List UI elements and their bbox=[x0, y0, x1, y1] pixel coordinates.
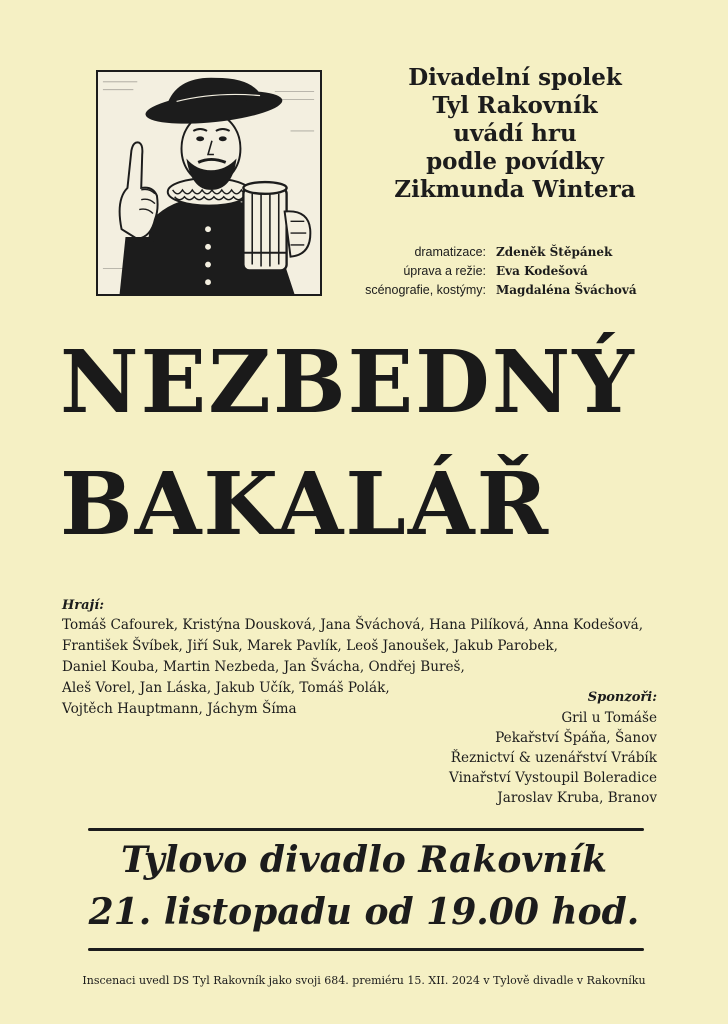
cast-line: Aleš Vorel, Jan Láska, Jakub Učík, Tomáš Polák, bbox=[62, 680, 390, 696]
intro-line: Tyl Rakovník bbox=[432, 92, 598, 119]
credits bbox=[330, 243, 660, 300]
sponsors-list bbox=[337, 688, 657, 808]
cast-line: František Švíbek, Jiří Suk, Marek Pavlík, Leoš Janoušek, Jakub Parobek, bbox=[62, 638, 558, 654]
intro-text bbox=[362, 64, 668, 204]
footer-note: Inscenaci uvedl DS Tyl Rakovník jako svoji 684. premiéru 15. XII. 2024 v Tylově divadle v Rakovníku bbox=[82, 974, 646, 987]
play-title-line1: NEZBEDNÝ bbox=[60, 332, 636, 433]
cast-line: Tomáš Cafourek, Kristýna Dousková, Jana Šváchová, Hana Pilíková, Anna Kodešová, bbox=[62, 617, 644, 633]
cast-line: Daniel Kouba, Martin Nezbeda, Jan Švácha, Ondřej Bureš, bbox=[62, 659, 465, 675]
sponsor-item: Pekařství Špáňa, Šanov bbox=[495, 730, 657, 746]
divider-bottom bbox=[88, 948, 644, 951]
play-title-line2: BAKALÁŘ bbox=[60, 454, 551, 555]
credit-role: úprava a režie: bbox=[403, 264, 486, 278]
woodcut-bachelor-with-beer-mug-icon bbox=[98, 72, 320, 294]
sponsor-item: Vinařství Vystoupil Boleradice bbox=[449, 770, 657, 786]
intro-line: uvádí hru bbox=[453, 120, 577, 147]
sponsor-item: Řeznictví & uzenářství Vrábík bbox=[450, 750, 657, 766]
credit-row bbox=[330, 243, 660, 262]
divider-top bbox=[88, 828, 644, 831]
sponsor-item: Jaroslav Kruba, Branov bbox=[497, 790, 657, 806]
credit-role: dramatizace: bbox=[414, 245, 486, 259]
cast-label: Hrají: bbox=[62, 598, 104, 613]
sponsors-label: Sponzoři: bbox=[587, 690, 657, 705]
intro-line: Divadelní spolek bbox=[408, 64, 622, 91]
credit-name: Zdeněk Štěpánek bbox=[496, 245, 613, 259]
credit-name: Magdaléna Šváchová bbox=[496, 283, 637, 297]
performance-date-time: 21. listopadu od 19.00 hod. bbox=[88, 891, 640, 933]
venue-name: Tylovo divadlo Rakovník bbox=[120, 839, 608, 881]
intro-line: podle povídky bbox=[426, 148, 604, 175]
credit-row bbox=[330, 262, 660, 281]
woodcut-illustration bbox=[96, 70, 322, 296]
intro-line: Zikmunda Wintera bbox=[394, 176, 636, 203]
credit-role: scénografie, kostýmy: bbox=[365, 283, 486, 297]
credit-name: Eva Kodešová bbox=[496, 264, 588, 278]
sponsor-item: Gril u Tomáše bbox=[561, 710, 657, 726]
credit-row bbox=[330, 281, 660, 300]
cast-line: Vojtěch Hauptmann, Jáchym Šíma bbox=[62, 701, 297, 717]
